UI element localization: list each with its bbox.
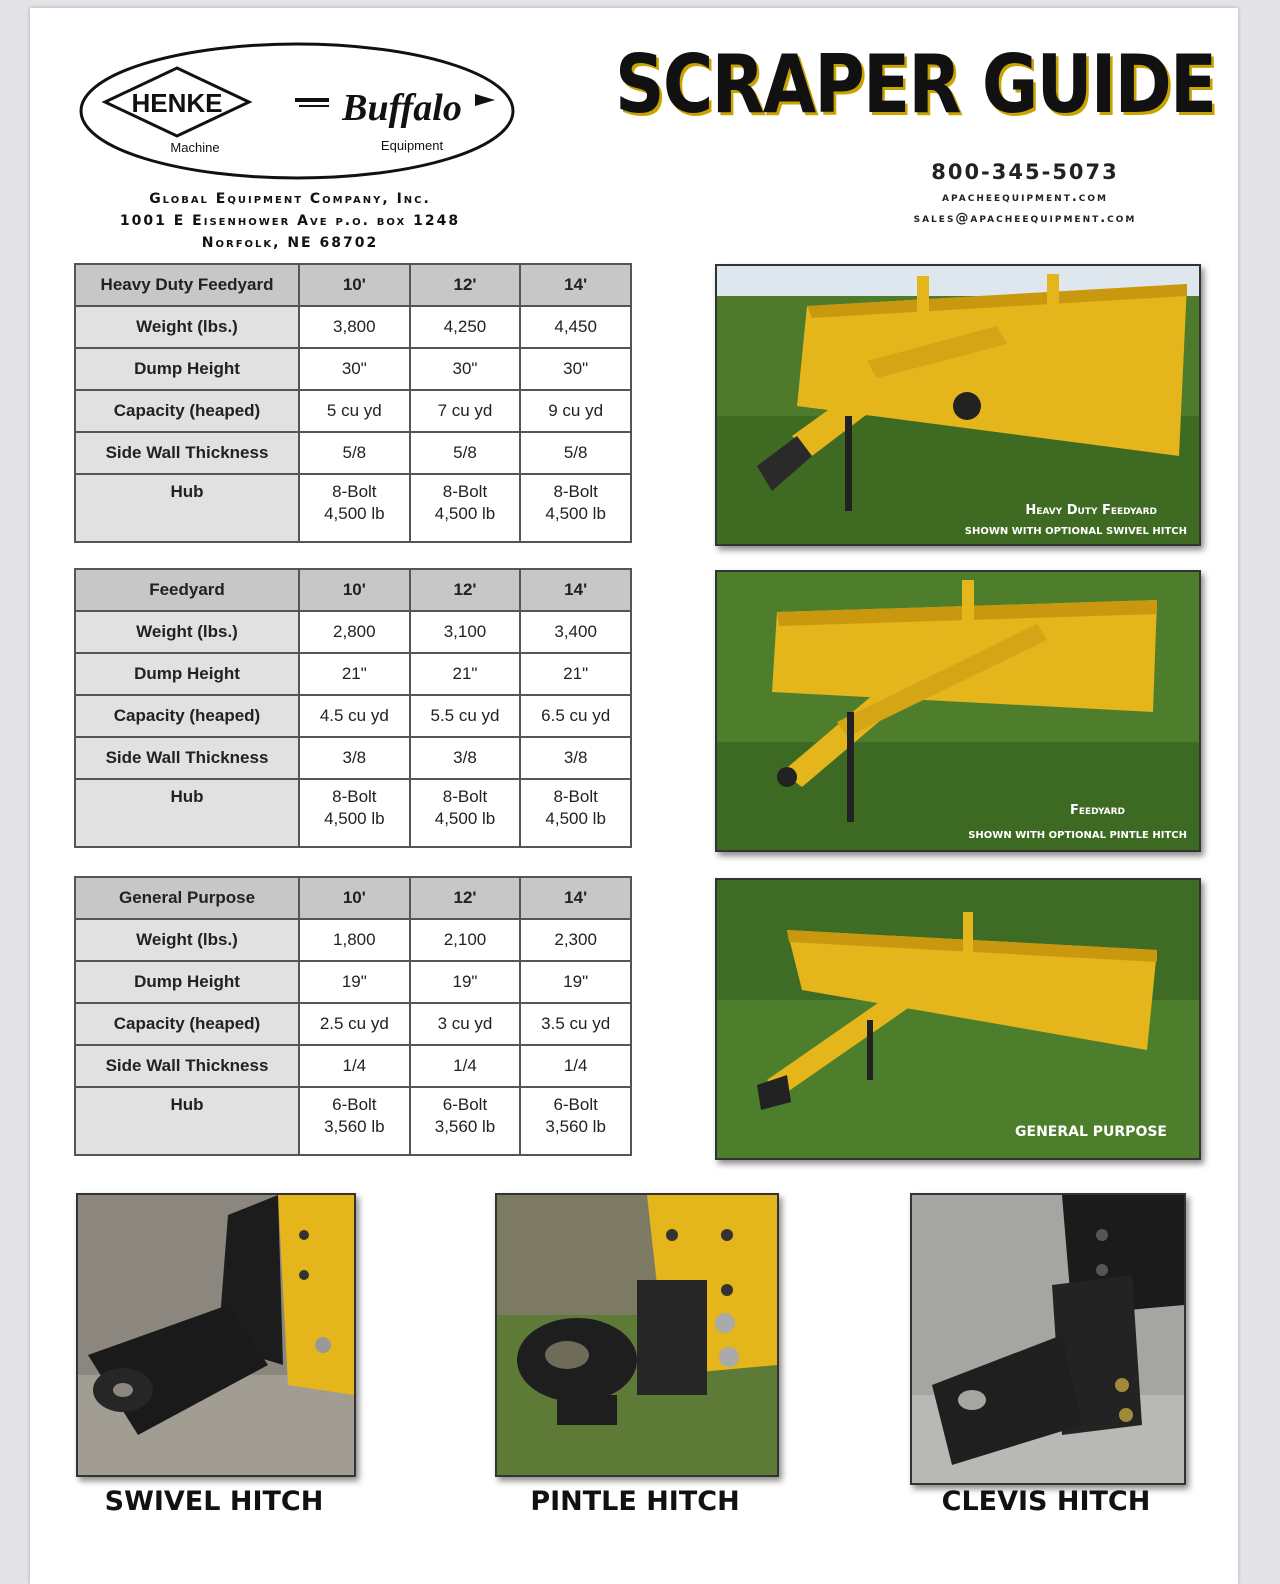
logo-machine: Machine	[170, 140, 220, 155]
company-address	[70, 188, 510, 254]
table-cell: 5.5 cu yd	[410, 695, 521, 737]
photo-general-purpose	[715, 878, 1201, 1160]
spec-table-feedyard	[74, 568, 632, 848]
logo-henke: HENKE	[131, 88, 223, 118]
photo-subcaption-heavy-duty: SHOWN WITH OPTIONAL SWIVEL HITCH	[964, 526, 1187, 537]
hub-rating: 4,500 lb	[434, 504, 496, 523]
table-row	[75, 390, 631, 432]
row-label: Weight (lbs.)	[75, 611, 299, 653]
table-cell: 30"	[520, 348, 631, 390]
table-row	[75, 611, 631, 653]
table-cell: 5/8	[410, 432, 521, 474]
logo-buffalo: Buffalo	[342, 87, 462, 129]
table-cell: 3,800	[299, 306, 410, 348]
table-cell: 2.5 cu yd	[299, 1003, 410, 1045]
table-row	[75, 961, 631, 1003]
table-cell: 1,800	[299, 919, 410, 961]
table-header-cell: 14'	[520, 264, 631, 306]
photo-heavy-duty-feedyard	[715, 264, 1201, 546]
contact-website: apacheequipment.com	[942, 190, 1108, 205]
table-cell: 5/8	[299, 432, 410, 474]
table-row	[75, 348, 631, 390]
logo-equipment: Equipment	[380, 138, 444, 153]
hub-rating: 3,560 lb	[434, 1117, 496, 1136]
table-cell	[520, 474, 631, 542]
table-cell: 19"	[410, 961, 521, 1003]
photo-feedyard	[715, 570, 1201, 852]
row-label: Dump Height	[75, 961, 299, 1003]
table-header-cell: 12'	[410, 569, 521, 611]
hub-bolts: 8-Bolt	[553, 482, 598, 501]
row-label: Capacity (heaped)	[75, 1003, 299, 1045]
row-label: Hub	[75, 779, 299, 847]
row-label: Dump Height	[75, 653, 299, 695]
table-cell: 4.5 cu yd	[299, 695, 410, 737]
table-row	[75, 653, 631, 695]
table-cell: 3,100	[410, 611, 521, 653]
photo-pintle-hitch	[495, 1193, 779, 1477]
hub-bolts: 8-Bolt	[442, 787, 488, 806]
table-cell: 3/8	[410, 737, 521, 779]
table-cell	[520, 1087, 631, 1155]
row-label: Weight (lbs.)	[75, 306, 299, 348]
row-label: Capacity (heaped)	[75, 695, 299, 737]
table-cell	[410, 1087, 521, 1155]
spec-table-heavy-duty-feedyard	[74, 263, 632, 543]
table-cell: 3/8	[520, 737, 631, 779]
photo-caption-feedyard: Feedyard	[1069, 803, 1125, 818]
photo-swivel-hitch	[76, 1193, 356, 1477]
table-cell: 2,800	[299, 611, 410, 653]
hub-rating: 4,500 lb	[324, 504, 385, 523]
table-header-cell: 12'	[410, 264, 521, 306]
table-row-hub	[75, 779, 631, 847]
table-cell: 3,400	[520, 611, 631, 653]
table-cell: 5/8	[520, 432, 631, 474]
contact-info	[830, 160, 1220, 226]
table-cell: 6.5 cu yd	[520, 695, 631, 737]
table-cell: 1/4	[299, 1045, 410, 1087]
hub-bolts: 8-Bolt	[442, 482, 488, 501]
photo-caption-general-purpose: GENERAL PURPOSE	[1015, 1124, 1167, 1140]
table-cell: 21"	[520, 653, 631, 695]
row-label: Hub	[75, 1087, 299, 1155]
table-cell	[410, 779, 521, 847]
hub-bolts: 6-Bolt	[332, 1095, 377, 1114]
photo-subcaption-feedyard: SHOWN WITH OPTIONAL PINTLE HITCH	[968, 830, 1187, 841]
table-cell: 3 cu yd	[410, 1003, 521, 1045]
henke-buffalo-logo	[77, 40, 517, 182]
table-cell: 3.5 cu yd	[520, 1003, 631, 1045]
hub-rating: 3,560 lb	[324, 1117, 385, 1136]
table-header-cell: 10'	[299, 264, 410, 306]
table-cell	[299, 474, 410, 542]
table-row-hub	[75, 1087, 631, 1155]
table-header-cell: 10'	[299, 569, 410, 611]
table-cell	[299, 779, 410, 847]
spec-table-general-purpose	[74, 876, 632, 1156]
hub-rating: 4,500 lb	[545, 504, 606, 523]
table-row	[75, 737, 631, 779]
hub-bolts: 8-Bolt	[553, 787, 598, 806]
table-cell: 2,300	[520, 919, 631, 961]
hub-rating: 4,500 lb	[434, 809, 496, 828]
table-cell: 9 cu yd	[520, 390, 631, 432]
table-cell: 19"	[299, 961, 410, 1003]
label-pintle-hitch: PINTLE HITCH	[530, 1486, 740, 1517]
table-row	[75, 1003, 631, 1045]
hub-rating: 4,500 lb	[324, 809, 385, 828]
row-label: Side Wall Thickness	[75, 1045, 299, 1087]
label-clevis-hitch: CLEVIS HITCH	[941, 1486, 1151, 1517]
table-row-hub	[75, 474, 631, 542]
hub-bolts: 6-Bolt	[442, 1095, 488, 1114]
table-cell: 21"	[299, 653, 410, 695]
table-cell: 5 cu yd	[299, 390, 410, 432]
table-cell: 4,450	[520, 306, 631, 348]
table-cell: 1/4	[520, 1045, 631, 1087]
table-cell: 30"	[299, 348, 410, 390]
table-cell: 21"	[410, 653, 521, 695]
table-header-cell: 14'	[520, 877, 631, 919]
table-header-cell: Feedyard	[75, 569, 299, 611]
contact-email: sales@apacheequipment.com	[913, 211, 1137, 226]
hub-bolts: 8-Bolt	[332, 787, 377, 806]
page-title: SCRAPER GUIDE	[615, 38, 1216, 131]
table-cell: 30"	[410, 348, 521, 390]
company-city: Norfolk, NE 68702	[201, 235, 379, 251]
table-row	[75, 306, 631, 348]
hub-bolts: 6-Bolt	[553, 1095, 598, 1114]
table-row	[75, 919, 631, 961]
table-cell	[410, 474, 521, 542]
label-swivel-hitch: SWIVEL HITCH	[104, 1486, 324, 1517]
company-street: 1001 E Eisenhower Ave p.o. box 1248	[119, 213, 461, 229]
row-label: Capacity (heaped)	[75, 390, 299, 432]
table-cell: 4,250	[410, 306, 521, 348]
row-label: Hub	[75, 474, 299, 542]
table-header-cell: General Purpose	[75, 877, 299, 919]
table-cell	[520, 779, 631, 847]
company-name: Global Equipment Company, Inc.	[149, 191, 431, 207]
table-cell: 19"	[520, 961, 631, 1003]
table-header-cell: 12'	[410, 877, 521, 919]
hub-rating: 4,500 lb	[545, 809, 606, 828]
table-cell: 1/4	[410, 1045, 521, 1087]
table-row	[75, 1045, 631, 1087]
spec-sheet	[30, 8, 1238, 1584]
table-row	[75, 695, 631, 737]
row-label: Dump Height	[75, 348, 299, 390]
hub-bolts: 8-Bolt	[332, 482, 377, 501]
table-cell: 7 cu yd	[410, 390, 521, 432]
table-header-cell: Heavy Duty Feedyard	[75, 264, 299, 306]
hub-rating: 3,560 lb	[545, 1117, 606, 1136]
photo-clevis-hitch	[910, 1193, 1186, 1485]
row-label: Side Wall Thickness	[75, 432, 299, 474]
table-cell: 2,100	[410, 919, 521, 961]
table-cell	[299, 1087, 410, 1155]
table-row	[75, 432, 631, 474]
table-header-cell: 10'	[299, 877, 410, 919]
photo-caption-heavy-duty: Heavy Duty Feedyard	[1025, 503, 1157, 518]
row-label: Weight (lbs.)	[75, 919, 299, 961]
row-label: Side Wall Thickness	[75, 737, 299, 779]
table-header-cell: 14'	[520, 569, 631, 611]
contact-phone: 800-345-5073	[931, 160, 1119, 184]
table-cell: 3/8	[299, 737, 410, 779]
